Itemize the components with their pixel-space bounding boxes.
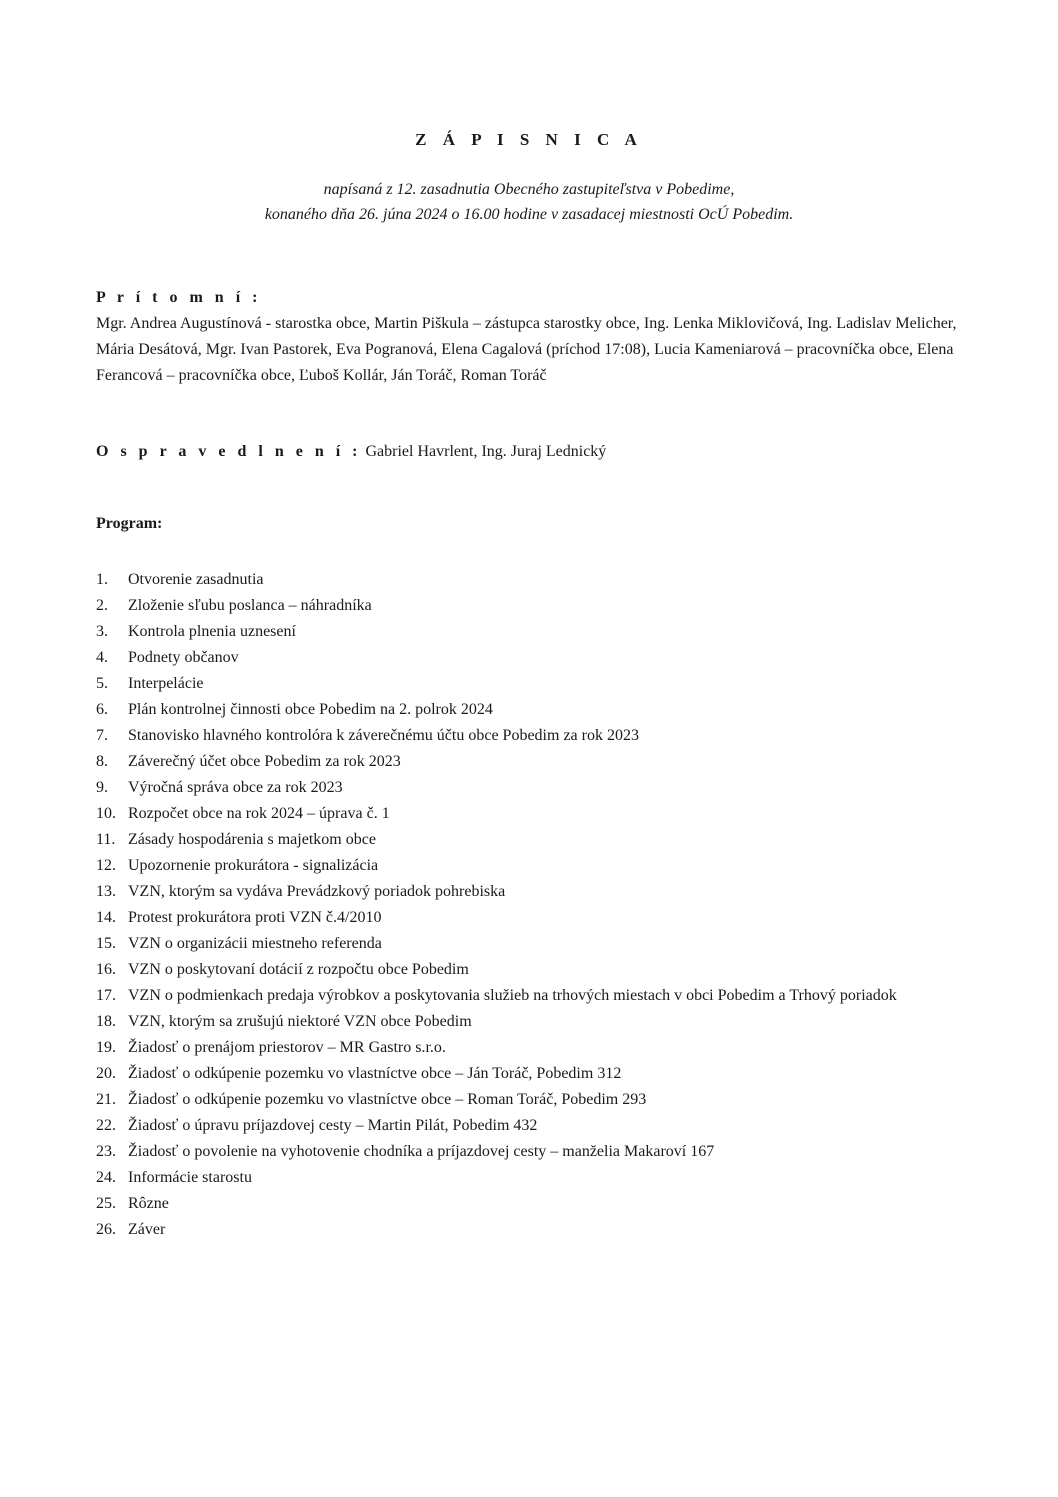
program-item-number: 20.: [96, 1065, 116, 1082]
program-item: [96, 1061, 964, 1087]
program-item-text: Podnety občanov: [128, 649, 239, 666]
present-label: P r í t o m n í :: [96, 289, 262, 306]
program-item-number: 3.: [96, 623, 108, 640]
program-item-text: Zásady hospodárenia s majetkom obce: [128, 831, 376, 848]
program-item-text: Protest prokurátora proti VZN č.4/2010: [128, 909, 382, 926]
program-item: [96, 671, 964, 697]
program-item-number: 13.: [96, 883, 116, 900]
program-item: [96, 879, 964, 905]
program-item-text: VZN, ktorým sa zrušujú niektoré VZN obce Pobedim: [128, 1013, 472, 1030]
program-item-number: 26.: [96, 1221, 116, 1238]
excused-list: Gabriel Havrlent, Ing. Juraj Lednický: [365, 443, 607, 460]
program-item-text: Rôzne: [128, 1195, 169, 1212]
program-item: [96, 1087, 964, 1113]
program-item: [96, 619, 964, 645]
program-item: [96, 1139, 964, 1165]
program-item: [96, 723, 964, 749]
program-item-number: 23.: [96, 1143, 116, 1160]
program-item-number: 22.: [96, 1117, 116, 1134]
program-item-text: Stanovisko hlavného kontrolóra k záverečnému účtu obce Pobedim za rok 2023: [128, 727, 639, 744]
program-item-number: 2.: [96, 597, 108, 614]
program-item-number: 14.: [96, 909, 116, 926]
present-section: [96, 285, 966, 389]
program-item: [96, 1009, 964, 1035]
program-item-number: 6.: [96, 701, 108, 718]
program-item: [96, 1191, 964, 1217]
program-item-text: Žiadosť o odkúpenie pozemku vo vlastníctve obce – Ján Toráč, Pobedim 312: [128, 1065, 622, 1082]
program-heading: Program:: [96, 515, 163, 532]
program-item-text: Žiadosť o prenájom priestorov – MR Gastro s.r.o.: [128, 1039, 446, 1056]
program-item: [96, 853, 964, 879]
program-item-text: Žiadosť o odkúpenie pozemku vo vlastníctve obce – Roman Toráč, Pobedim 293: [128, 1091, 647, 1108]
program-item-text: Otvorenie zasadnutia: [128, 571, 264, 588]
program-item: [96, 957, 964, 983]
program-item-text: Žiadosť o povolenie na vyhotovenie chodníka a príjazdovej cesty – manželia Makaroví 167: [128, 1143, 715, 1160]
program-item-number: 18.: [96, 1013, 116, 1030]
excused-section: [96, 439, 966, 465]
program-item-text: Plán kontrolnej činnosti obce Pobedim na 2. polrok 2024: [128, 701, 493, 718]
program-item-number: 25.: [96, 1195, 116, 1212]
program-item-number: 1.: [96, 571, 108, 588]
program-item-number: 15.: [96, 935, 116, 952]
program-item-number: 21.: [96, 1091, 116, 1108]
program-item-text: Záverečný účet obce Pobedim za rok 2023: [128, 753, 401, 770]
present-list: Mgr. Andrea Augustínová - starostka obce, Martin Piškula – zástupca starostky obce, Ing. Lenka Miklovičová, Ing. Ladislav Melicher, Mária Desátová, Mgr. Ivan Pastorek, Eva Pogranová, Elena Cagalová (príchod 17:08), Lucia Kameniarová – pracovníčka obce, Elena Ferancová – pracovníčka obce, Ľuboš Kollár, Ján Toráč, Roman Toráč: [96, 315, 957, 384]
program-item-number: 5.: [96, 675, 108, 692]
program-item: [96, 749, 964, 775]
program-item-text: Zloženie sľubu poslanca – náhradníka: [128, 597, 372, 614]
program-item: [96, 1113, 964, 1139]
program-item: [96, 775, 964, 801]
program-item-text: Žiadosť o úpravu príjazdovej cesty – Martin Pilát, Pobedim 432: [128, 1117, 538, 1134]
program-item-number: 11.: [96, 831, 116, 848]
excused-label: O s p r a v e d l n e n í :: [96, 443, 362, 460]
program-item-number: 17.: [96, 987, 116, 1004]
program-item: [96, 1035, 964, 1061]
program-item-text: Kontrola plnenia uznesení: [128, 623, 296, 640]
program-item-number: 8.: [96, 753, 108, 770]
program-item-text: VZN o organizácii miestneho referenda: [128, 935, 382, 952]
program-item: [96, 827, 964, 853]
program-item-text: VZN, ktorým sa vydáva Prevádzkový poriadok pohrebiska: [128, 883, 506, 900]
program-item: [96, 697, 964, 723]
program-item: [96, 801, 964, 827]
program-item-text: VZN o poskytovaní dotácií z rozpočtu obce Pobedim: [128, 961, 469, 978]
program-item-text: Upozornenie prokurátora - signalizácia: [128, 857, 379, 874]
program-item: [96, 593, 964, 619]
program-item-number: 9.: [96, 779, 108, 796]
program-item-number: 7.: [96, 727, 108, 744]
document-subtitle-line-2: konaného dňa 26. júna 2024 o 16.00 hodine v zasadacej miestnosti OcÚ Pobedim.: [264, 206, 794, 223]
program-item-number: 4.: [96, 649, 108, 666]
program-item-text: Výročná správa obce za rok 2023: [128, 779, 343, 796]
program-item: [96, 645, 964, 671]
program-item-number: 24.: [96, 1169, 116, 1186]
document-subtitle-line-1: napísaná z 12. zasadnutia Obecného zastupiteľstva v Pobedime,: [323, 181, 735, 198]
program-item-number: 16.: [96, 961, 116, 978]
program-item: [96, 1165, 964, 1191]
program-item-number: 12.: [96, 857, 116, 874]
program-item: [96, 983, 964, 1009]
program-item-number: 19.: [96, 1039, 116, 1056]
program-item-text: Rozpočet obce na rok 2024 – úprava č. 1: [128, 805, 390, 822]
document-title: Z Á P I S N I C A: [415, 130, 643, 149]
program-item-text: Informácie starostu: [128, 1169, 252, 1186]
program-list: [96, 567, 964, 1243]
program-item: [96, 567, 964, 593]
program-item-text: Záver: [128, 1221, 166, 1238]
program-item: [96, 905, 964, 931]
program-item: [96, 931, 964, 957]
program-item-text: Interpelácie: [128, 675, 204, 692]
program-item-text: VZN o podmienkach predaja výrobkov a poskytovania služieb na trhových miestach v obci Pobedim a Trhový poriadok: [128, 987, 897, 1004]
program-item-number: 10.: [96, 805, 116, 822]
program-item: [96, 1217, 964, 1243]
